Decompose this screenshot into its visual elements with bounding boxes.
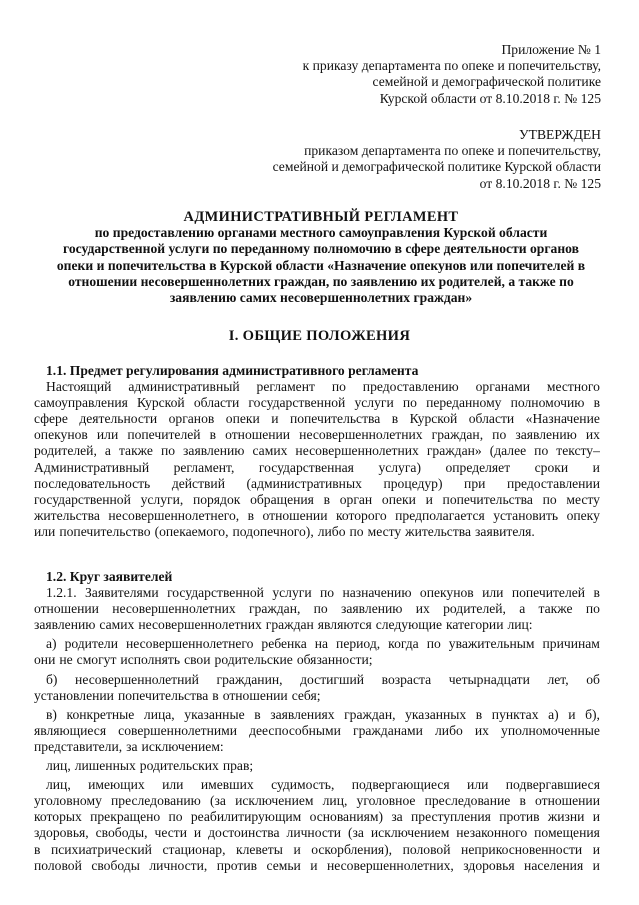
word: или: [34, 523, 56, 539]
word: орган: [339, 491, 373, 507]
word: по: [426, 636, 441, 652]
word: отношении: [34, 601, 99, 617]
paragraph-line: [34, 617, 600, 633]
word: лет,: [547, 671, 569, 687]
section-1-2: [34, 569, 600, 874]
word: установлении: [34, 687, 114, 703]
word: в: [323, 491, 331, 507]
word: и: [568, 706, 576, 722]
document-title: [28, 209, 614, 306]
word: Настоящий: [46, 379, 112, 395]
word: или: [482, 585, 504, 601]
title-line: отношении несовершеннолетних граждан, по заявлению их родителей, а также по: [68, 273, 574, 289]
word: при: [464, 475, 486, 491]
word: несовершеннолетнего: [126, 636, 254, 652]
word: и: [310, 857, 318, 873]
word: прав;: [222, 758, 254, 774]
word: оскорбления),: [311, 841, 393, 857]
word: обращения: [250, 491, 314, 507]
word: б): [46, 671, 58, 687]
word: регламент,: [173, 459, 235, 475]
paragraph-line: [34, 508, 600, 524]
word: а): [46, 636, 57, 652]
word: услуги: [354, 395, 394, 411]
word: родители: [64, 636, 118, 652]
paragraph-line: [34, 585, 600, 601]
word: достигший: [300, 671, 365, 687]
word: семьи: [266, 857, 301, 873]
word: чести: [154, 825, 187, 841]
word: по: [331, 379, 346, 395]
section-title: I. ОБЩИЕ ПОЛОЖЕНИЯ: [228, 328, 411, 344]
word: органами: [475, 379, 530, 395]
word: основаниям): [309, 809, 384, 825]
word: в: [593, 585, 600, 601]
paragraph-line: [34, 652, 600, 668]
word: отношении: [225, 427, 291, 443]
paragraph-line: [34, 809, 600, 825]
word: свободы,: [95, 825, 148, 841]
paragraph-line: [34, 427, 600, 443]
word: области: [193, 395, 240, 411]
word: уголовное: [356, 793, 416, 809]
word: не: [59, 652, 73, 668]
word: в: [247, 507, 255, 523]
word: по: [492, 427, 507, 443]
word: предоставлении: [506, 475, 600, 491]
word: либо: [435, 722, 463, 738]
word: себя;: [291, 687, 321, 703]
word: заявлениях: [270, 706, 335, 722]
word: отношении: [535, 793, 600, 809]
word: и: [271, 411, 279, 427]
paragraph-line: [34, 601, 600, 617]
word: и: [592, 841, 600, 857]
word: услуга): [378, 459, 421, 475]
word: опеки: [225, 411, 260, 427]
word: несовершеннолетних: [112, 601, 236, 617]
word: исключением: [235, 793, 314, 809]
title-line: государственной услуги по переданному полномочию в сфере деятельности органов: [63, 241, 579, 257]
word: а): [548, 706, 559, 722]
word: их: [585, 427, 600, 443]
paragraph-line: [34, 723, 600, 739]
word: подопечного),: [232, 523, 314, 539]
word: указанные: [184, 706, 245, 722]
word: в: [391, 411, 399, 427]
section-heading: 1.1. Предмет регулирования административного регламента: [46, 363, 419, 378]
word: несовершеннолетних: [138, 617, 262, 633]
word: (за: [210, 793, 226, 809]
word: в: [34, 841, 41, 857]
approval-line: от 8.10.2018 г. № 125: [479, 175, 601, 191]
word: либо: [317, 523, 346, 539]
word: а: [104, 443, 111, 459]
paragraph-line: [34, 758, 600, 774]
word: попечительства: [289, 411, 381, 427]
word: процедур): [383, 475, 443, 491]
word: «Назначение: [525, 411, 600, 427]
word: на: [314, 636, 329, 652]
word: по: [349, 523, 364, 539]
word: свободы: [91, 857, 140, 873]
word: половой: [402, 841, 451, 857]
word: личности: [286, 825, 342, 841]
word: опеки: [381, 491, 416, 507]
word: указанных: [405, 706, 467, 722]
paragraph-line: [34, 842, 600, 858]
word: или: [467, 777, 489, 793]
approval-note: [221, 127, 601, 192]
word: опекунов: [419, 585, 474, 601]
word: психиатрический: [50, 841, 152, 857]
word: по: [402, 395, 417, 411]
word: самих: [252, 443, 288, 459]
word: заявителя.: [475, 523, 535, 539]
word: переданному: [426, 395, 502, 411]
word: попечительства: [442, 491, 533, 507]
word: родительские: [214, 652, 293, 668]
word: жительства: [405, 523, 472, 539]
word: преследованию: [111, 793, 201, 809]
word: по: [585, 601, 600, 617]
word: предполагается: [395, 507, 485, 523]
word: отношении: [262, 507, 328, 523]
word: населения: [524, 857, 584, 873]
word: органов: [168, 411, 215, 427]
word: Заявителями: [84, 585, 159, 601]
word: против: [216, 857, 258, 873]
word: (за: [348, 825, 364, 841]
word: услуги: [272, 585, 312, 601]
word: попечителей: [511, 585, 586, 601]
word: отношении: [222, 687, 288, 703]
word: предоставлению: [362, 379, 459, 395]
paragraph-line: [34, 443, 600, 459]
word: государственная: [258, 459, 354, 475]
word: лишенных: [74, 758, 136, 774]
word: 1.2.1.: [46, 585, 77, 601]
word: несовершеннолетних: [295, 443, 419, 459]
word: об: [586, 671, 600, 687]
word: гражданами: [353, 722, 423, 738]
word: (опекаемого,: [154, 523, 229, 539]
word: или: [96, 427, 119, 443]
word: четырнадцати: [448, 671, 530, 687]
word: которых: [34, 809, 82, 825]
word: сроки: [534, 459, 569, 475]
word: стационар,: [162, 841, 226, 857]
word: сфере: [34, 411, 68, 427]
word: по: [160, 443, 176, 459]
word: установить: [493, 507, 559, 523]
word: а: [519, 601, 526, 617]
word: и: [592, 809, 600, 825]
word: заявлению: [34, 617, 96, 633]
word: жизни: [547, 809, 585, 825]
word: гражданин,: [216, 671, 283, 687]
paragraph-line: [34, 707, 600, 723]
word: родителей,: [34, 443, 97, 459]
paragraph-line: [34, 793, 600, 809]
word: регламент: [256, 379, 315, 395]
annex-line: Приложение № 1: [501, 42, 601, 57]
approval-line: приказом департамента по опеке и попечительству,: [304, 143, 601, 159]
word: определяет: [445, 459, 511, 475]
word: жительства: [34, 507, 100, 523]
title-line: опеки и попечительства в Курской области «Назначение опекунов или попечителей в: [56, 257, 586, 273]
word: уполномоченные: [501, 722, 600, 738]
word: смогут: [76, 652, 117, 668]
word: самих: [99, 617, 135, 633]
paragraph-line: [34, 777, 600, 793]
word: несовершеннолетних: [299, 427, 423, 443]
word: б),: [585, 706, 600, 722]
word: реабилитирующим: [190, 809, 302, 825]
paragraph-line: [34, 411, 600, 427]
word: несовершеннолетних,: [327, 857, 454, 873]
word: ребенка: [261, 636, 307, 652]
word: подвергавшиеся: [505, 777, 600, 793]
word: граждан: [265, 617, 314, 633]
word: пунктах: [491, 706, 539, 722]
word: несовершеннолетнего,: [108, 507, 240, 523]
word: здоровья: [463, 857, 515, 873]
word: по: [542, 491, 557, 507]
word: заявлению: [341, 601, 403, 617]
word: здоровья,: [34, 825, 89, 841]
word: достоинства: [208, 825, 280, 841]
word: и: [425, 491, 433, 507]
word: преследование: [424, 793, 511, 809]
word: лиц,: [46, 758, 71, 774]
word: преступления: [411, 809, 491, 825]
word: месту: [566, 491, 600, 507]
word: прекращено: [90, 809, 161, 825]
word: за: [391, 809, 403, 825]
word: лиц,: [46, 777, 71, 793]
word: они: [34, 652, 56, 668]
word: лица,: [143, 706, 175, 722]
word: несовершеннолетний: [75, 671, 199, 687]
annex-line: семейной и демографической политике: [372, 74, 601, 90]
word: Курской: [409, 411, 458, 427]
title-line: по предоставлению органами местного самоуправления Курской области: [94, 225, 548, 241]
approval-line: УТВЕРЖДЕН: [519, 127, 601, 142]
word: когда: [388, 636, 419, 652]
paragraph-line: [34, 395, 600, 411]
word: совершеннолетними: [118, 722, 238, 738]
title-main: АДМИНИСТРАТИВНЫЙ РЕГЛАМЕНТ: [183, 209, 459, 225]
word: за: [126, 738, 138, 754]
word: в: [212, 687, 219, 703]
word: и: [592, 857, 600, 873]
word: граждан,: [344, 706, 396, 722]
word: и: [193, 825, 202, 841]
word: представители,: [34, 738, 123, 754]
approval-line: семейной и демографической политике Курской области: [272, 159, 601, 175]
word: являющиеся: [34, 722, 107, 738]
word: причинам: [542, 636, 600, 652]
word: в: [519, 793, 526, 809]
word: конкретные: [66, 706, 135, 722]
word: по: [168, 809, 183, 825]
paragraph-line: [34, 524, 600, 540]
word: подвергающиеся: [351, 777, 450, 793]
word: государственной: [248, 395, 346, 411]
word: попечительства: [117, 687, 209, 703]
word: или: [162, 777, 184, 793]
word: исполнять: [120, 652, 181, 668]
paragraph-line: [34, 476, 600, 492]
section-1-1: [34, 363, 600, 540]
word: по: [534, 443, 549, 459]
paragraph-line: [34, 739, 600, 755]
word: исключением: [370, 825, 450, 841]
word: имеющих: [88, 777, 145, 793]
word: последовательность: [34, 475, 151, 491]
word: (далее: [489, 443, 527, 459]
paragraph-line: [34, 460, 600, 476]
word: граждан»: [426, 443, 482, 459]
word: и: [293, 841, 301, 857]
paragraph-line: [34, 688, 600, 704]
word: являются: [317, 617, 372, 633]
word: заявлению: [183, 443, 245, 459]
word: по: [320, 585, 335, 601]
word: и: [592, 459, 600, 475]
word: граждан,: [248, 601, 301, 617]
word: период,: [336, 636, 381, 652]
word: их: [474, 722, 489, 738]
word: также: [538, 601, 573, 617]
word: по: [313, 601, 328, 617]
word: месту: [367, 523, 402, 539]
word: неприкосновенности: [461, 841, 583, 857]
word: лиц,: [322, 793, 348, 809]
paragraph-line: [34, 636, 600, 652]
word: в: [593, 395, 600, 411]
word: административный: [128, 379, 240, 395]
word: родителей,: [443, 601, 506, 617]
word: уважительным: [448, 636, 535, 652]
word: тексту–: [556, 443, 600, 459]
word: заявлению: [515, 427, 577, 443]
word: личности,: [149, 857, 208, 873]
word: местного: [546, 379, 600, 395]
word: попечительство: [59, 523, 151, 539]
word: в: [475, 706, 483, 722]
paragraph-line: [34, 825, 600, 841]
word: лиц:: [507, 617, 533, 633]
word: их: [415, 601, 430, 617]
paragraph-line: [34, 858, 600, 874]
word: области: [468, 411, 515, 427]
paragraph-line: [34, 379, 600, 395]
word: в): [46, 706, 57, 722]
title-line: заявлению самих несовершеннолетних граждан»: [169, 290, 473, 306]
annex-line: Курской области от 8.10.2018 г. № 125: [379, 90, 601, 106]
word: свои: [184, 652, 211, 668]
word: опеку: [566, 507, 600, 523]
word: услуги,: [140, 491, 184, 507]
word: порядок: [192, 491, 241, 507]
word: исключением:: [141, 738, 224, 754]
word: против: [499, 809, 540, 825]
word: также: [118, 443, 153, 459]
word: деятельности: [79, 411, 158, 427]
word: опекунов: [34, 427, 88, 443]
word: самоуправления: [34, 395, 128, 411]
word: дееспособными: [249, 722, 341, 738]
annex-note: [221, 42, 601, 107]
word: клеветы: [236, 841, 283, 857]
word: полномочию: [510, 395, 585, 411]
paragraph-line: [34, 672, 600, 688]
word: обязанности;: [296, 652, 373, 668]
word: государственной: [167, 585, 264, 601]
word: Курской: [137, 395, 185, 411]
word: родительских: [139, 758, 219, 774]
word: помещения: [534, 825, 600, 841]
word: государственной: [34, 491, 131, 507]
word: в: [209, 427, 217, 443]
section-heading: 1.2. Круг заявителей: [46, 569, 173, 584]
word: следующие: [375, 617, 443, 633]
word: Административный: [34, 459, 150, 475]
word: попечителей: [127, 427, 201, 443]
word: которого: [335, 507, 387, 523]
word: (административных: [246, 475, 362, 491]
paragraph-line: [34, 492, 600, 508]
word: категории: [446, 617, 504, 633]
annex-line: к приказу департамента по опеке и попечительству,: [302, 58, 601, 74]
word: в: [254, 706, 261, 722]
word: уголовному: [34, 793, 102, 809]
word: назначению: [342, 585, 412, 601]
word: половой: [34, 857, 82, 873]
word: граждан,: [431, 427, 484, 443]
word: незаконного: [456, 825, 528, 841]
word: имевших: [200, 777, 254, 793]
word: возраста: [381, 671, 432, 687]
word: действий: [171, 475, 225, 491]
word: судимость,: [271, 777, 335, 793]
